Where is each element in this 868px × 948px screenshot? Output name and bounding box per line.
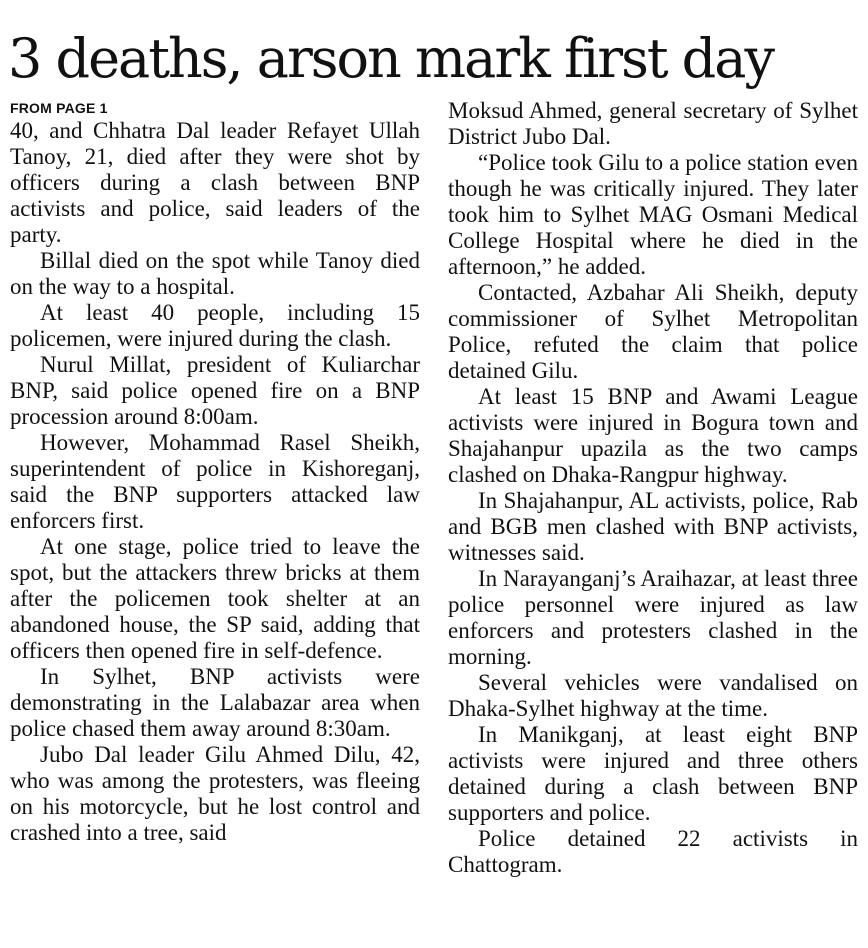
paragraph: In Narayanganj’s Araihazar, at least three police personnel were injured as law enforcers and protesters clashed in the morning. xyxy=(448,566,858,669)
paragraph: Several vehicles were vandalised on Dhaka-Sylhet highway at the time. xyxy=(448,670,858,721)
paragraph: In Shajahanpur, AL activists, police, Rab and BGB men clashed with BNP activists, witnesses said. xyxy=(448,488,858,565)
paragraph: “Police took Gilu to a police station even though he was critically injured. They later took him to Sylhet MAG Osmani Medical College Hospital where he died in the afternoon,” he added. xyxy=(448,150,858,279)
headline: 3 deaths, arson mark first day xyxy=(8,27,773,90)
paragraph: Police detained 22 activists in Chattogram. xyxy=(448,826,858,877)
paragraph: In Sylhet, BNP activists were demonstrating in the Lalabazar area when police chased them away around 8:30am. xyxy=(10,664,420,741)
article-column-left xyxy=(10,98,420,846)
paragraph: At least 15 BNP and Awami League activists were injured in Bogura town and Shajahanpur upazila as the two camps clashed on Dhaka-Rangpur highway. xyxy=(448,384,858,487)
paragraph: Billal died on the spot while Tanoy died on the way to a hospital. xyxy=(10,248,420,299)
paragraph: At one stage, police tried to leave the spot, but the attackers threw bricks at them after the policemen took shelter at an abandoned house, the SP said, adding that officers then opened fire in self-defence. xyxy=(10,534,420,663)
paragraph: 40, and Chhatra Dal leader Refayet Ullah Tanoy, 21, died after they were shot by officers during a clash between BNP activists and police, said leaders of the party. xyxy=(10,118,420,247)
article-column-right xyxy=(448,98,858,878)
paragraph: Jubo Dal leader Gilu Ahmed Dilu, 42, who was among the protesters, was fleeing on his motorcycle, but he lost control and crashed into a tree, said xyxy=(10,742,420,845)
paragraph: Nurul Millat, president of Kuliarchar BNP, said police opened fire on a BNP procession around 8:00am. xyxy=(10,352,420,429)
paragraph: However, Mohammad Rasel Sheikh, superintendent of police in Kishoreganj, said the BNP supporters attacked law enforcers first. xyxy=(10,430,420,533)
continuation-kicker: FROM PAGE 1 xyxy=(10,100,108,116)
paragraph: Moksud Ahmed, general secretary of Sylhet District Jubo Dal. xyxy=(448,98,858,149)
paragraph: At least 40 people, including 15 policemen, were injured during the clash. xyxy=(10,300,420,351)
paragraph: In Manikganj, at least eight BNP activists were injured and three others detained during a clash between BNP supporters and police. xyxy=(448,722,858,825)
paragraph: Contacted, Azbahar Ali Sheikh, deputy commissioner of Sylhet Metropolitan Police, refuted the claim that police detained Gilu. xyxy=(448,280,858,383)
